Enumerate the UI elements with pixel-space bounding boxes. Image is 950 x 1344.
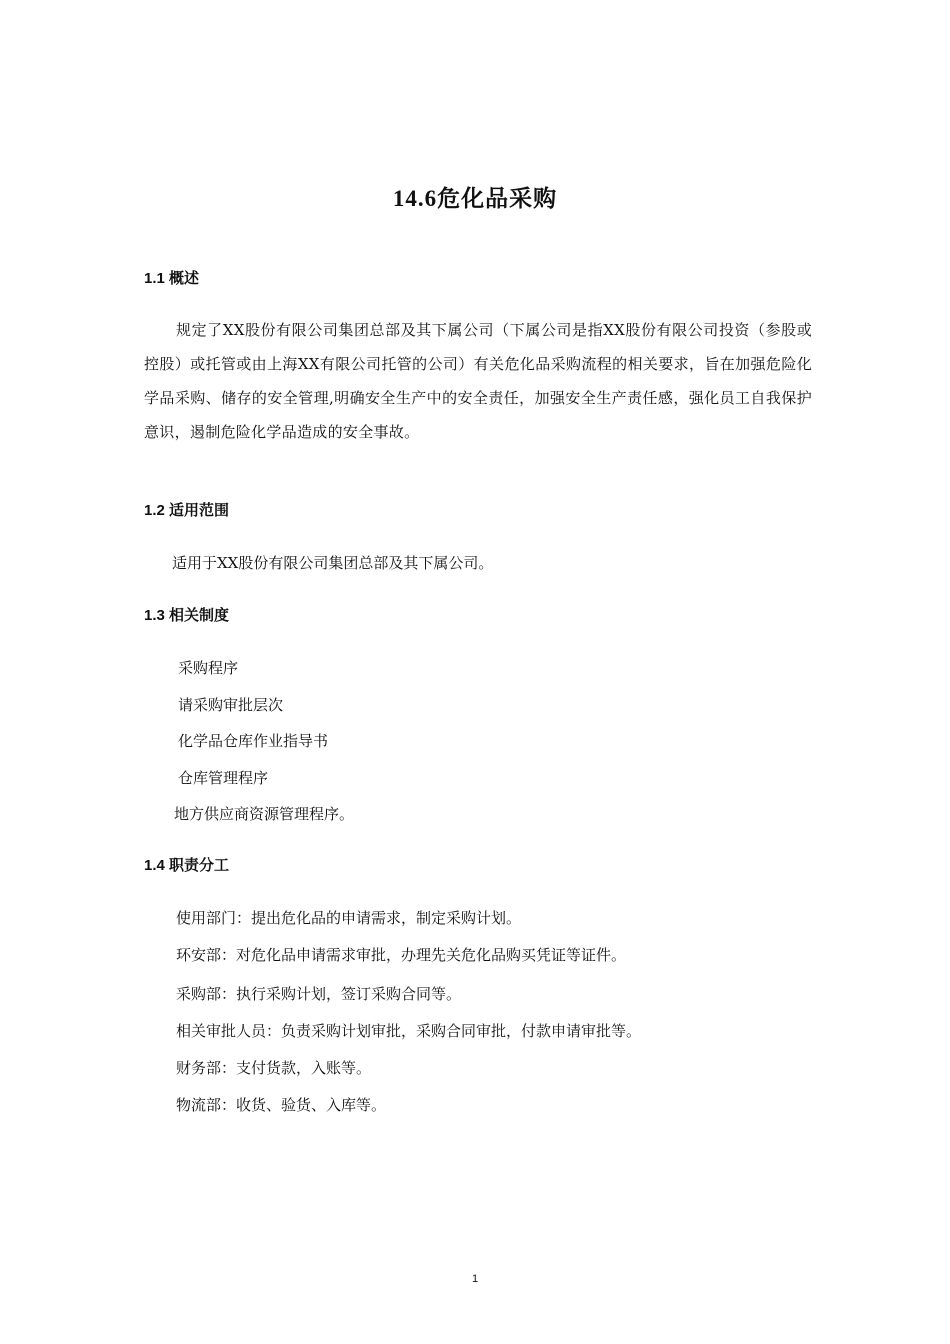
section-heading-related: 1.3 相关制度 [144,607,230,624]
related-item: 请采购审批层次 [178,696,284,714]
page-number: 1 [471,1273,479,1285]
related-item: 地方供应商资源管理程序。 [174,805,355,823]
duty-item: 相关审批人员：负责采购计划审批，采购合同审批，付款申请审批等。 [176,1022,642,1040]
section-heading-duties: 1.4 职责分工 [144,857,230,874]
duty-item: 使用部门：提出危化品的申请需求，制定采购计划。 [176,909,522,927]
duty-item: 采购部：执行采购计划，签订采购合同等。 [176,985,462,1003]
related-item: 化学品仓库作业指导书 [178,732,329,750]
related-item: 采购程序 [178,659,239,677]
related-item: 仓库管理程序 [178,769,269,787]
duty-item: 物流部：收货、验货、入库等。 [176,1096,387,1114]
section-heading-scope: 1.2 适用范围 [144,502,230,519]
duty-item: 环安部：对危化品申请需求审批，办理先关危化品购买凭证等证件。 [176,946,627,964]
document-title: 14.6危化品采购 [392,186,558,211]
overview-paragraph: 规定了XX股份有限公司集团总部及其下属公司（下属公司是指XX股份有限公司投资（参股或控股）或托管或由上海XX有限公司托管的公司）有关危化品采购流程的相关要求，旨在加强危险化学品采购、储存的安全管理,明确安全生产中的安全责任，加强安全生产责任感，强化员工自我保护意识，遏制危险化学品造成的安全事故。 [144,321,812,441]
section-heading-overview: 1.1 概述 [144,270,200,287]
scope-text: 适用于XX股份有限公司集团总部及其下属公司。 [172,554,494,572]
duty-item: 财务部：支付货款，入账等。 [176,1059,372,1077]
